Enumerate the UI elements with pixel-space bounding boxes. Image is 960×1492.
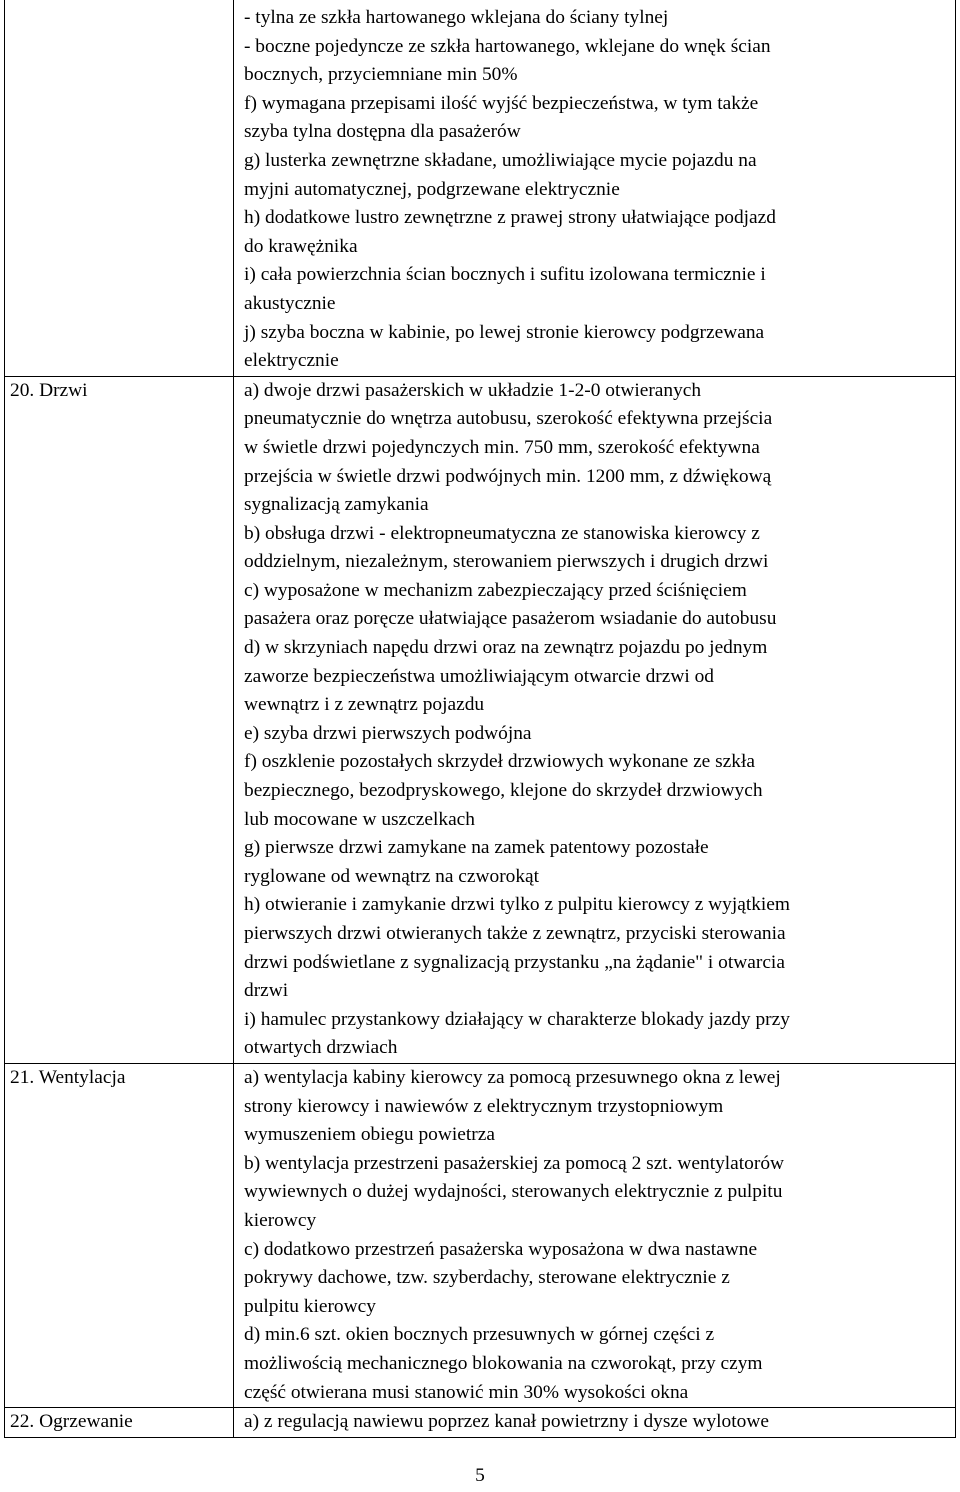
content-line: do krawężnika — [244, 235, 358, 257]
content-line: myjni automatycznej, podgrzewane elektrycznie — [244, 178, 620, 200]
content-line: kierowcy — [244, 1209, 317, 1231]
content-line: pierwszych drzwi otwieranych także z zewnątrz, przyciski sterowania — [244, 923, 786, 944]
content-line: lub mocowane w uszczelkach — [244, 808, 475, 830]
content-line: c) dodatkowo przestrzeń pasażerska wyposażona w dwa nastawne — [244, 1238, 758, 1260]
content-line: j) szyba boczna w kabinie, po lewej stronie kierowcy podgrzewana — [244, 321, 765, 343]
content-line: zaworze bezpieczeństwa umożliwiającym otwarcie drzwi od — [244, 665, 714, 687]
row-label: 20. Drzwi — [5, 376, 234, 1063]
content-line: pokrywy dachowe, tzw. szyberdachy, sterowane elektrycznie z — [244, 1267, 730, 1289]
row-label: 22. Ogrzewanie — [5, 1408, 234, 1438]
content-line: g) lusterka zewnętrzne składane, umożliwiające mycie pojazdu na — [244, 149, 757, 171]
content-line: - tylna ze szkła hartowanego wklejana do ściany tylnej — [244, 7, 669, 28]
content-line: b) obsługa drzwi - elektropneumatyczna ze stanowiska kierowcy z — [244, 522, 760, 544]
content-line: ryglowane od wewnątrz na czworokąt — [244, 865, 540, 887]
content-line: d) min.6 szt. okien bocznych przesuwnych w górnej części z — [244, 1324, 715, 1346]
specification-table — [4, 0, 956, 1438]
table-row — [5, 1408, 956, 1438]
content-line: drzwi podświetlane z sygnalizacją przystanku „na żądanie" i otwarcia — [244, 951, 785, 973]
content-line: elektrycznie — [244, 350, 339, 372]
content-line: e) szyba drzwi pierwszych podwójna — [244, 722, 532, 744]
content-line: a) wentylacja kabiny kierowcy za pomocą przesuwnego okna z lewej — [244, 1066, 781, 1088]
content-line: otwartych drzwiach — [244, 1037, 398, 1059]
content-line: przejścia w świetle drzwi podwójnych min. 1200 mm, z dźwiękową — [244, 465, 772, 487]
content-line: g) pierwsze drzwi zamykane na zamek patentowy pozostałe — [244, 837, 709, 859]
content-line: szyba tylna dostępna dla pasażerów — [244, 121, 521, 143]
content-line: bocznych, przyciemniane min 50% — [244, 64, 518, 86]
content-line: akustycznie — [244, 292, 336, 314]
row-content — [234, 1063, 956, 1407]
content-line: pulpitu kierowcy — [244, 1295, 376, 1317]
page-number: 5 — [475, 1465, 485, 1486]
content-line: a) z regulacją nawiewu poprzez kanał powietrzny i dysze wylotowe — [244, 1411, 769, 1433]
content-line: wywiewnych o dużej wydajności, sterowanych elektrycznie z pulpitu — [244, 1181, 783, 1203]
content-line: pasażera oraz poręcze ułatwiające pasażerom wsiadanie do autobusu — [244, 608, 777, 630]
content-line: sygnalizacją zamykania — [244, 494, 429, 516]
specification-table-body — [5, 0, 956, 1437]
content-line: bezpiecznego, bezodpryskowego, klejone do skrzydeł drzwiowych — [244, 780, 763, 802]
content-line: f) wymagana przepisami ilość wyjść bezpieczeństwa, w tym także — [244, 92, 759, 114]
row-content — [234, 376, 956, 1063]
content-line: oddzielnym, niezależnym, sterowaniem pierwszych i drugich drzwi — [244, 551, 769, 573]
content-line: c) wyposażone w mechanizm zabezpieczający przed ściśnięciem — [244, 579, 747, 601]
content-line: i) cała powierzchnia ścian bocznych i sufitu izolowana termicznie i — [244, 264, 766, 286]
content-line: a) dwoje drzwi pasażerskich w układzie 1-2-0 otwieranych — [244, 379, 702, 401]
content-line: strony kierowcy i nawiewów z elektrycznym trzystopniowym — [244, 1095, 724, 1117]
content-line: wymuszeniem obiegu powietrza — [244, 1124, 495, 1146]
content-line: - boczne pojedyncze ze szkła hartowanego, wklejane do wnęk ścian — [244, 35, 771, 57]
content-line: wewnątrz i z zewnątrz pojazdu — [244, 694, 485, 716]
table-row — [5, 0, 956, 376]
content-line: możliwością mechanicznego blokowania na czworokąt, przy czym — [244, 1352, 763, 1374]
content-line: h) otwieranie i zamykanie drzwi tylko z pulpitu kierowcy z wyjątkiem — [244, 894, 790, 916]
row-content — [234, 1408, 956, 1438]
row-content — [234, 0, 956, 376]
content-line: b) wentylacja przestrzeni pasażerskiej za pomocą 2 szt. wentylatorów — [244, 1152, 785, 1174]
content-line: część otwierana musi stanowić min 30% wysokości okna — [244, 1381, 689, 1403]
content-line: f) oszklenie pozostałych skrzydeł drzwiowych wykonane ze szkła — [244, 751, 755, 773]
table-row — [5, 1063, 956, 1407]
content-line: w świetle drzwi pojedynczych min. 750 mm, szerokość efektywna — [244, 436, 760, 458]
table-row — [5, 376, 956, 1063]
row-label: 21. Wentylacja — [5, 1063, 234, 1407]
content-line: d) w skrzyniach napędu drzwi oraz na zewnątrz pojazdu po jednym — [244, 637, 768, 659]
row-label — [5, 0, 234, 376]
content-line: drzwi — [244, 980, 289, 1002]
content-line: pneumatycznie do wnętrza autobusu, szerokość efektywna przejścia — [244, 408, 773, 430]
content-line: h) dodatkowe lustro zewnętrzne z prawej strony ułatwiające podjazd — [244, 207, 776, 229]
content-line: i) hamulec przystankowy działający w charakterze blokady jazdy przy — [244, 1008, 790, 1030]
